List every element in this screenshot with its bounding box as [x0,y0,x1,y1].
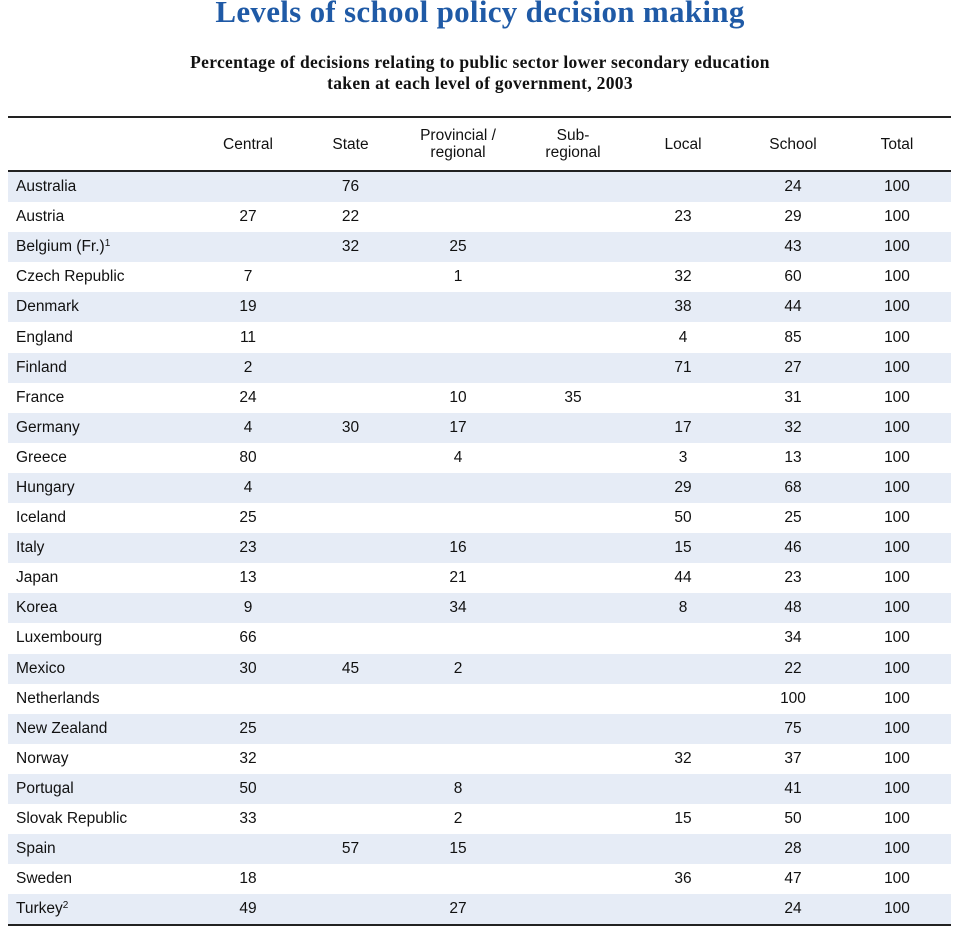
country-name: Germany [16,418,80,436]
country-cell [8,684,188,714]
provincial-cell [393,744,523,774]
school-cell: 37 [784,749,802,767]
table-row [8,804,951,834]
table-row [8,563,951,593]
central-cell: 9 [188,593,308,623]
country-name: New Zealand [16,719,108,737]
school-cell: 32 [743,413,843,443]
state-cell: 22 [341,208,360,226]
local-cell: 4 [678,328,688,346]
local-cell [623,383,743,413]
school-cell: 75 [743,714,843,744]
central-cell: 23 [188,533,308,563]
country-cell [8,563,188,593]
header-state: State [308,117,393,171]
subregional-cell [523,684,623,714]
country-cell [8,774,188,804]
provincial-cell: 8 [393,774,523,804]
local-cell: 15 [674,810,692,828]
subregional-cell [523,864,623,894]
provincial-cell [393,171,523,202]
state-cell [308,684,393,714]
subregional-cell [523,262,623,292]
table-row [8,202,951,232]
subregional-cell [523,563,623,593]
country-name: Portugal [16,779,74,797]
state-cell [308,443,393,473]
provincial-cell [393,623,523,653]
subregional-cell [523,714,623,744]
country-name: Finland [16,358,67,376]
provincial-cell [393,353,523,383]
country-name: Greece [16,448,67,466]
total-cell: 100 [884,268,910,286]
total-cell: 100 [884,870,910,888]
school-cell: 85 [784,328,802,346]
subregional-cell [523,292,623,322]
subregional-cell [523,353,623,383]
subregional-cell [523,202,623,232]
country-name: Norway [16,749,69,767]
school-cell: 24 [743,894,843,925]
central-cell: 2 [188,353,308,383]
country-cell [8,533,188,563]
total-cell: 100 [843,593,951,623]
header-school: School [743,117,843,171]
country-name: Slovak Republic [16,810,128,828]
local-cell: 44 [674,569,692,587]
school-cell: 43 [743,232,843,262]
total-cell: 100 [884,388,910,406]
state-cell: 57 [308,834,393,864]
school-cell: 31 [784,388,802,406]
subregional-cell [523,533,623,563]
local-cell [623,232,743,262]
school-cell: 28 [743,834,843,864]
local-cell: 17 [623,413,743,443]
school-cell: 68 [743,473,843,503]
table-row [8,894,951,925]
central-cell: 33 [239,810,257,828]
header-provincial-regional [393,117,523,171]
country-name: Belgium (Fr.) [16,238,105,256]
footnote-marker: 1 [104,238,111,250]
table-row [8,383,951,413]
country-cell [8,262,188,292]
central-cell: 11 [239,328,257,346]
local-cell [623,654,743,684]
table-row [8,864,951,894]
state-cell [308,804,393,834]
local-cell: 32 [674,749,692,767]
header-provincial-line-2: regional [430,144,486,161]
central-cell [188,232,308,262]
country-cell [8,623,188,653]
state-cell [308,593,393,623]
table-row [8,503,951,533]
header-local: Local [623,117,743,171]
country-name: France [16,388,65,406]
school-cell: 34 [784,629,802,647]
central-cell: 18 [239,870,257,888]
central-cell: 50 [188,774,308,804]
total-cell: 100 [843,654,951,684]
state-cell [308,714,393,744]
school-cell: 27 [743,353,843,383]
table-row [8,443,951,473]
header-central: Central [188,117,308,171]
header-country [8,117,188,171]
school-cell: 23 [784,569,802,587]
provincial-cell: 16 [393,533,523,563]
header-sub-regional [523,117,623,171]
country-name: Turkey [16,900,63,918]
central-cell [188,834,308,864]
school-cell: 60 [784,268,802,286]
state-cell [308,473,393,503]
state-cell [308,623,393,653]
header-provincial-line-1: Provincial / [420,127,496,144]
header-row [8,117,951,171]
school-cell: 41 [743,774,843,804]
table-row [8,413,951,443]
subregional-cell [523,623,623,653]
school-cell: 100 [780,689,806,707]
provincial-cell: 15 [393,834,523,864]
central-cell: 25 [188,714,308,744]
subregional-cell [523,322,623,352]
country-cell [8,714,188,744]
table-body [8,171,951,925]
country-name: Denmark [16,298,79,316]
subregional-cell [523,232,623,262]
state-cell: 30 [308,413,393,443]
decision-levels-table [8,116,951,926]
provincial-cell: 2 [393,654,523,684]
local-cell: 36 [674,870,692,888]
provincial-cell: 21 [449,569,467,587]
country-cell [8,744,188,774]
central-cell: 19 [188,292,308,322]
subregional-cell [523,834,623,864]
country-cell [8,171,188,202]
country-name: Czech Republic [16,268,125,286]
total-cell: 100 [843,413,951,443]
total-cell: 100 [884,810,910,828]
local-cell [623,684,743,714]
provincial-cell [393,322,523,352]
table-row [8,171,951,202]
country-cell [8,804,188,834]
total-cell: 100 [843,473,951,503]
country-name: Japan [16,569,59,587]
subregional-cell [523,473,623,503]
provincial-cell: 25 [393,232,523,262]
state-cell [308,262,393,292]
state-cell [308,563,393,593]
provincial-cell: 10 [449,388,467,406]
state-cell: 76 [308,171,393,202]
total-cell: 100 [884,689,910,707]
country-name: Netherlands [16,689,100,707]
central-cell: 27 [239,208,257,226]
provincial-cell: 27 [393,894,523,925]
state-cell [308,292,393,322]
subregional-cell [523,804,623,834]
central-cell [188,684,308,714]
local-cell [623,623,743,653]
total-cell: 100 [843,714,951,744]
local-cell: 32 [674,268,692,286]
country-cell [8,894,188,925]
total-cell: 100 [843,834,951,864]
central-cell: 25 [239,509,257,527]
table-row [8,473,951,503]
country-cell [8,834,188,864]
total-cell: 100 [843,232,951,262]
table-row [8,353,951,383]
subregional-cell [523,503,623,533]
country-cell [8,202,188,232]
local-cell [623,774,743,804]
state-cell [308,894,393,925]
local-cell: 50 [674,509,692,527]
country-cell [8,503,188,533]
country-cell [8,864,188,894]
provincial-cell: 17 [393,413,523,443]
country-cell [8,322,188,352]
school-cell: 25 [784,509,802,527]
central-cell: 80 [239,448,257,466]
local-cell: 23 [674,208,692,226]
provincial-cell: 34 [393,593,523,623]
total-cell: 100 [884,749,910,767]
state-cell: 32 [308,232,393,262]
state-cell [308,383,393,413]
header-subregional-line-1: Sub- [556,127,590,144]
country-cell [8,654,188,684]
subregional-cell [523,894,623,925]
country-name: Austria [16,208,65,226]
state-cell [308,353,393,383]
school-cell: 24 [743,171,843,202]
state-cell [308,744,393,774]
header-subregional-line-2: regional [545,144,601,161]
country-cell [8,292,188,322]
local-cell [623,834,743,864]
table-row [8,533,951,563]
subregional-cell [523,443,623,473]
country-name: Hungary [16,478,75,496]
provincial-cell [393,292,523,322]
provincial-cell [393,473,523,503]
country-name: Mexico [16,659,66,677]
state-cell [308,322,393,352]
subtitle-line-2: taken at each level of government, 2003 [327,73,633,93]
table-row [8,322,951,352]
total-cell: 100 [843,894,951,925]
subregional-cell [523,413,623,443]
country-cell [8,443,188,473]
central-cell: 24 [239,388,257,406]
header-total: Total [843,117,951,171]
subtitle-line-1: Percentage of decisions relating to public sector lower secondary education [190,52,770,72]
subregional-cell [523,654,623,684]
provincial-cell [393,503,523,533]
central-cell: 4 [188,413,308,443]
total-cell: 100 [884,569,910,587]
country-name: Luxembourg [16,629,103,647]
provincial-cell: 4 [453,448,463,466]
local-cell: 8 [623,593,743,623]
local-cell: 15 [623,533,743,563]
central-cell: 13 [239,569,257,587]
table-row [8,262,951,292]
country-cell [8,473,188,503]
subregional-cell [523,171,623,202]
school-cell: 50 [784,810,802,828]
country-cell [8,232,188,262]
school-cell: 29 [784,208,802,226]
subregional-cell: 35 [564,388,582,406]
central-cell: 32 [239,749,257,767]
state-cell: 45 [308,654,393,684]
provincial-cell [393,684,523,714]
local-cell: 38 [623,292,743,322]
country-name: Iceland [16,509,66,527]
central-cell: 4 [188,473,308,503]
local-cell: 3 [678,448,688,466]
local-cell [623,714,743,744]
table-row [8,292,951,322]
country-cell [8,383,188,413]
total-cell: 100 [843,774,951,804]
table-row [8,654,951,684]
central-cell: 30 [188,654,308,684]
school-cell: 22 [743,654,843,684]
total-cell: 100 [843,353,951,383]
table-subtitle [0,52,960,94]
country-cell [8,353,188,383]
provincial-cell: 2 [453,810,463,828]
total-cell: 100 [843,171,951,202]
country-cell [8,593,188,623]
provincial-cell [393,864,523,894]
page-title: Levels of school policy decision making [215,0,745,29]
country-name: England [16,328,73,346]
table-row [8,834,951,864]
country-name: Italy [16,539,45,557]
school-cell: 47 [784,870,802,888]
subregional-cell [523,593,623,623]
state-cell [308,774,393,804]
school-cell: 48 [743,593,843,623]
school-cell: 13 [784,448,802,466]
total-cell: 100 [843,292,951,322]
table-row [8,593,951,623]
footnote-marker: 2 [62,900,69,912]
provincial-cell [393,202,523,232]
school-cell: 44 [743,292,843,322]
state-cell [308,864,393,894]
table-row [8,232,951,262]
table-row [8,623,951,653]
table-row [8,684,951,714]
total-cell: 100 [884,328,910,346]
country-name: Korea [16,599,58,617]
country-cell [8,413,188,443]
provincial-cell: 1 [453,268,463,286]
state-cell [308,533,393,563]
state-cell [308,503,393,533]
table-row [8,774,951,804]
total-cell: 100 [884,448,910,466]
country-name: Australia [16,178,77,196]
subregional-cell [523,774,623,804]
school-cell: 46 [743,533,843,563]
central-cell: 66 [239,629,257,647]
central-cell: 7 [243,268,253,286]
subregional-cell [523,744,623,774]
local-cell: 29 [623,473,743,503]
table-header [8,117,951,171]
provincial-cell [393,714,523,744]
local-cell [623,894,743,925]
country-name: Spain [16,840,56,858]
table-row [8,744,951,774]
local-cell: 71 [623,353,743,383]
country-name: Sweden [16,870,73,888]
total-cell: 100 [884,208,910,226]
central-cell: 49 [188,894,308,925]
total-cell: 100 [843,533,951,563]
total-cell: 100 [884,509,910,527]
table-row [8,714,951,744]
local-cell [623,171,743,202]
total-cell: 100 [884,629,910,647]
central-cell [188,171,308,202]
